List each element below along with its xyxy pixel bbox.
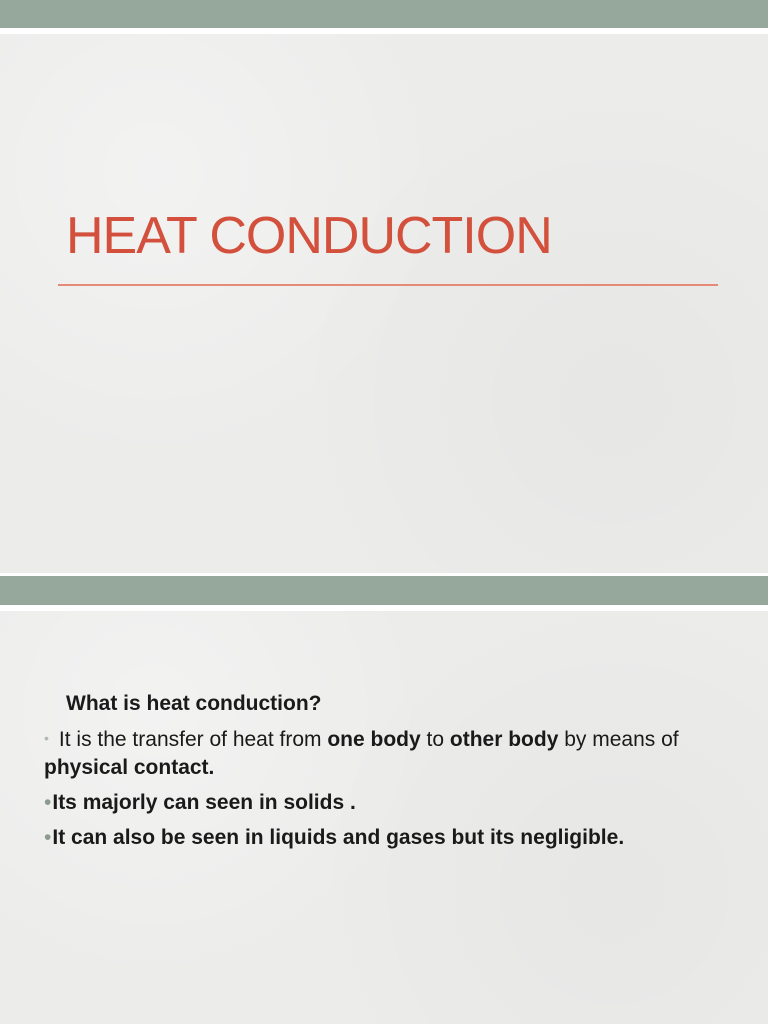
header-band: [0, 576, 768, 605]
bullet-marker: •: [44, 826, 52, 849]
slide-definition: [0, 576, 768, 1024]
bullet-text-part: It is the transfer of heat from: [58, 728, 328, 751]
bullet-item-liquids-gases: [44, 824, 734, 852]
bullet-marker: •: [44, 791, 52, 814]
title-underline: [58, 284, 718, 286]
header-band-gap: [0, 605, 768, 611]
bullet-text-bold: one body: [327, 728, 421, 751]
bullet-text-bold: other body: [449, 728, 559, 751]
bullet-marker: •: [44, 730, 49, 746]
bullet-text-bold: physical contact.: [44, 756, 215, 779]
slide-content: [44, 690, 734, 859]
header-band-gap: [0, 28, 768, 34]
bullet-text-bold: Its majorly can seen in solids .: [52, 791, 356, 814]
bullet-item-definition: [44, 724, 734, 782]
bullet-text-part: to: [420, 728, 450, 751]
header-band: [0, 0, 768, 28]
content-heading: What is heat conduction?: [66, 692, 322, 715]
bullet-text-part: by means of: [558, 728, 679, 751]
slide-title-text: HEAT CONDUCTION: [66, 207, 552, 265]
bullet-item-solids: [44, 789, 734, 817]
bullet-text-bold: It can also be seen in liquids and gases but its negligible.: [52, 826, 625, 849]
